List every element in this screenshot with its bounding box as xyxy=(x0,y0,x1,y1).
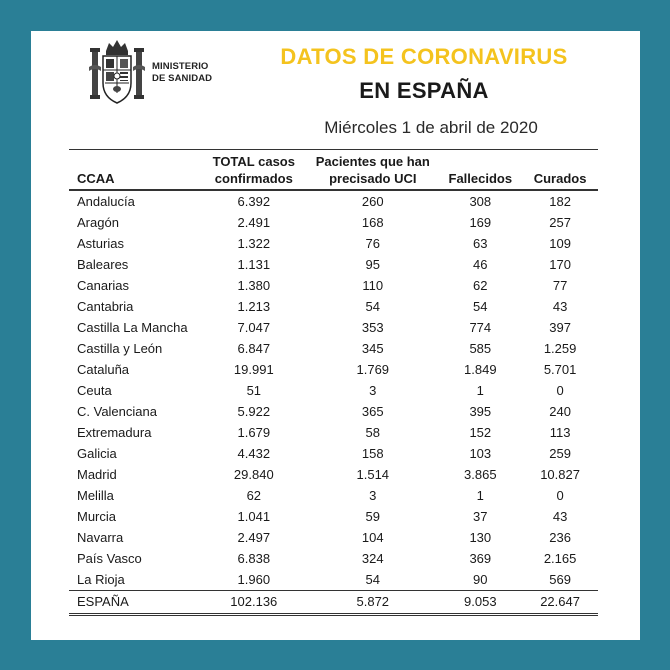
region-cell: Asturias xyxy=(77,236,124,251)
icu-cell: 365 xyxy=(361,404,384,419)
infographic-card xyxy=(31,31,640,640)
recovered-cell: 0 xyxy=(556,383,564,398)
region-cell: Canarias xyxy=(77,278,130,293)
column-header-recovered: Curados xyxy=(522,150,598,191)
table-row xyxy=(69,338,598,359)
deaths-cell: 152 xyxy=(469,425,492,440)
region-cell: C. Valenciana xyxy=(77,404,157,419)
table-row xyxy=(69,190,598,212)
deaths-cell: 37 xyxy=(473,509,488,524)
icu-cell: 54 xyxy=(365,299,380,314)
table-row xyxy=(69,254,598,275)
table-row xyxy=(69,485,598,506)
recovered-cell: 569 xyxy=(549,572,571,587)
total-cases-cell: 51 xyxy=(246,383,262,398)
deaths-cell: 585 xyxy=(469,341,492,356)
total-cases-cell: 2.491 xyxy=(237,215,271,230)
deaths-cell: 1.849 xyxy=(464,362,497,377)
region-cell: Baleares xyxy=(77,257,129,272)
deaths-cell: 46 xyxy=(473,257,488,272)
recovered-cell: 257 xyxy=(549,215,571,230)
recovered-cell: 240 xyxy=(549,404,571,419)
table-total-row xyxy=(69,591,598,615)
icu-cell: 345 xyxy=(361,341,384,356)
icu-cell: 58 xyxy=(365,425,380,440)
total-cases-cell: 1.960 xyxy=(237,572,271,587)
total-cases-cell: 6.838 xyxy=(237,551,271,566)
icu-cell: 3 xyxy=(369,383,377,398)
recovered-cell: 1.259 xyxy=(543,341,577,356)
region-cell: Cataluña xyxy=(77,362,130,377)
recovered-cell: 182 xyxy=(549,194,571,209)
title-line-2: EN ESPAÑA xyxy=(359,78,489,103)
total-cases-cell: 5.922 xyxy=(237,404,271,419)
total-cases-cell: 1.679 xyxy=(237,425,271,440)
deaths-cell: 169 xyxy=(469,215,492,230)
total-cases-cell: 2.497 xyxy=(237,530,271,545)
total-region: ESPAÑA xyxy=(69,591,200,615)
total-recovered-value: 22.647 xyxy=(522,591,598,615)
report-date: Miércoles 1 de abril de 2020 xyxy=(324,118,538,137)
region-cell: Murcia xyxy=(77,509,117,524)
total-cases-cell: 1.213 xyxy=(237,299,271,314)
table-row xyxy=(69,506,598,527)
recovered-cell: 113 xyxy=(549,425,571,440)
table-body xyxy=(69,190,598,591)
ministry-logo xyxy=(89,37,251,115)
deaths-cell: 395 xyxy=(469,404,492,419)
deaths-cell: 130 xyxy=(469,530,492,545)
recovered-cell: 43 xyxy=(552,509,568,524)
region-cell: La Rioja xyxy=(77,572,125,587)
total-icu-value: 5.872 xyxy=(307,591,438,615)
table-row xyxy=(69,422,598,443)
total-cases-cell: 19.991 xyxy=(233,362,274,377)
region-cell: Ceuta xyxy=(77,383,112,398)
table-row xyxy=(69,233,598,254)
icu-cell: 54 xyxy=(365,572,380,587)
column-header-deaths: Fallecidos xyxy=(438,150,522,191)
table-row xyxy=(69,359,598,380)
region-cell: Madrid xyxy=(77,467,117,482)
icu-cell: 353 xyxy=(361,320,384,335)
icu-cell: 260 xyxy=(361,194,384,209)
table-row xyxy=(69,527,598,548)
icu-cell: 110 xyxy=(362,278,384,293)
deaths-cell: 90 xyxy=(473,572,488,587)
data-table xyxy=(69,149,598,616)
total-cases-cell: 1.131 xyxy=(237,257,271,272)
region-cell: Aragón xyxy=(77,215,119,230)
column-header-total-cases: TOTAL casos confirmados xyxy=(200,150,307,191)
table-header-row xyxy=(69,150,598,191)
table-row xyxy=(69,212,598,233)
total-cases-cell: 62 xyxy=(246,488,262,503)
recovered-cell: 236 xyxy=(549,530,571,545)
icu-cell: 1.514 xyxy=(356,467,390,482)
deaths-cell: 3.865 xyxy=(464,467,497,482)
deaths-cell: 774 xyxy=(469,320,492,335)
total-cases-cell: 1.380 xyxy=(237,278,271,293)
deaths-cell: 1 xyxy=(476,488,484,503)
region-cell: País Vasco xyxy=(77,551,142,566)
deaths-cell: 1 xyxy=(476,383,484,398)
region-cell: Navarra xyxy=(77,530,124,545)
table-row xyxy=(69,401,598,422)
ministry-line-1: MINISTERIO xyxy=(152,61,209,72)
spain-coat-of-arms-icon xyxy=(89,37,145,107)
icu-cell: 76 xyxy=(365,236,380,251)
icu-cell: 95 xyxy=(365,257,380,272)
region-cell: Castilla La Mancha xyxy=(77,320,188,335)
icu-cell: 168 xyxy=(361,215,384,230)
total-cases-cell: 4.432 xyxy=(237,446,271,461)
recovered-cell: 109 xyxy=(549,236,571,251)
icu-cell: 158 xyxy=(361,446,384,461)
deaths-cell: 62 xyxy=(473,278,488,293)
recovered-cell: 397 xyxy=(549,320,571,335)
recovered-cell: 259 xyxy=(549,446,571,461)
recovered-cell: 77 xyxy=(552,278,568,293)
region-cell: Castilla y León xyxy=(77,341,163,356)
table-row xyxy=(69,569,598,591)
total-cases-cell: 1.041 xyxy=(237,509,271,524)
total-cases-cell: 6.847 xyxy=(237,341,271,356)
table-row xyxy=(69,317,598,338)
icu-cell: 324 xyxy=(361,551,384,566)
region-cell: Cantabria xyxy=(77,299,134,314)
region-cell: Galicia xyxy=(77,446,117,461)
deaths-cell: 369 xyxy=(469,551,492,566)
total-cases-value: 102.136 xyxy=(200,591,307,615)
icu-cell: 3 xyxy=(369,488,377,503)
ministry-line-2: DE SANIDAD xyxy=(152,72,213,84)
total-cases-cell: 7.047 xyxy=(237,320,271,335)
table-row xyxy=(69,548,598,569)
recovered-cell: 0 xyxy=(556,488,564,503)
title-line-1: DATOS DE CORONAVIRUS xyxy=(280,44,568,69)
region-cell: Melilla xyxy=(77,488,114,503)
total-deaths-value: 9.053 xyxy=(438,591,522,615)
total-cases-cell: 6.392 xyxy=(237,194,271,209)
total-cases-cell: 29.840 xyxy=(233,467,274,482)
deaths-cell: 103 xyxy=(469,446,492,461)
column-header-ccaa: CCAA xyxy=(69,150,200,191)
recovered-cell: 5.701 xyxy=(543,362,577,377)
region-cell: Andalucía xyxy=(77,194,135,209)
recovered-cell: 43 xyxy=(552,299,568,314)
deaths-cell: 54 xyxy=(473,299,488,314)
icu-cell: 59 xyxy=(365,509,380,524)
table-row xyxy=(69,275,598,296)
recovered-cell: 10.827 xyxy=(540,467,580,482)
table-row xyxy=(69,464,598,485)
region-cell: Extremadura xyxy=(77,425,152,440)
deaths-cell: 308 xyxy=(469,194,492,209)
table-row xyxy=(69,443,598,464)
deaths-cell: 63 xyxy=(473,236,488,251)
recovered-cell: 2.165 xyxy=(543,551,577,566)
icu-cell: 1.769 xyxy=(356,362,390,377)
table-row xyxy=(69,380,598,401)
icu-cell: 104 xyxy=(361,530,384,545)
table-row xyxy=(69,296,598,317)
recovered-cell: 170 xyxy=(549,257,571,272)
total-cases-cell: 1.322 xyxy=(237,236,271,251)
ministry-name xyxy=(152,61,212,84)
column-header-icu-patients: Pacientes que han precisado UCI xyxy=(307,150,438,191)
